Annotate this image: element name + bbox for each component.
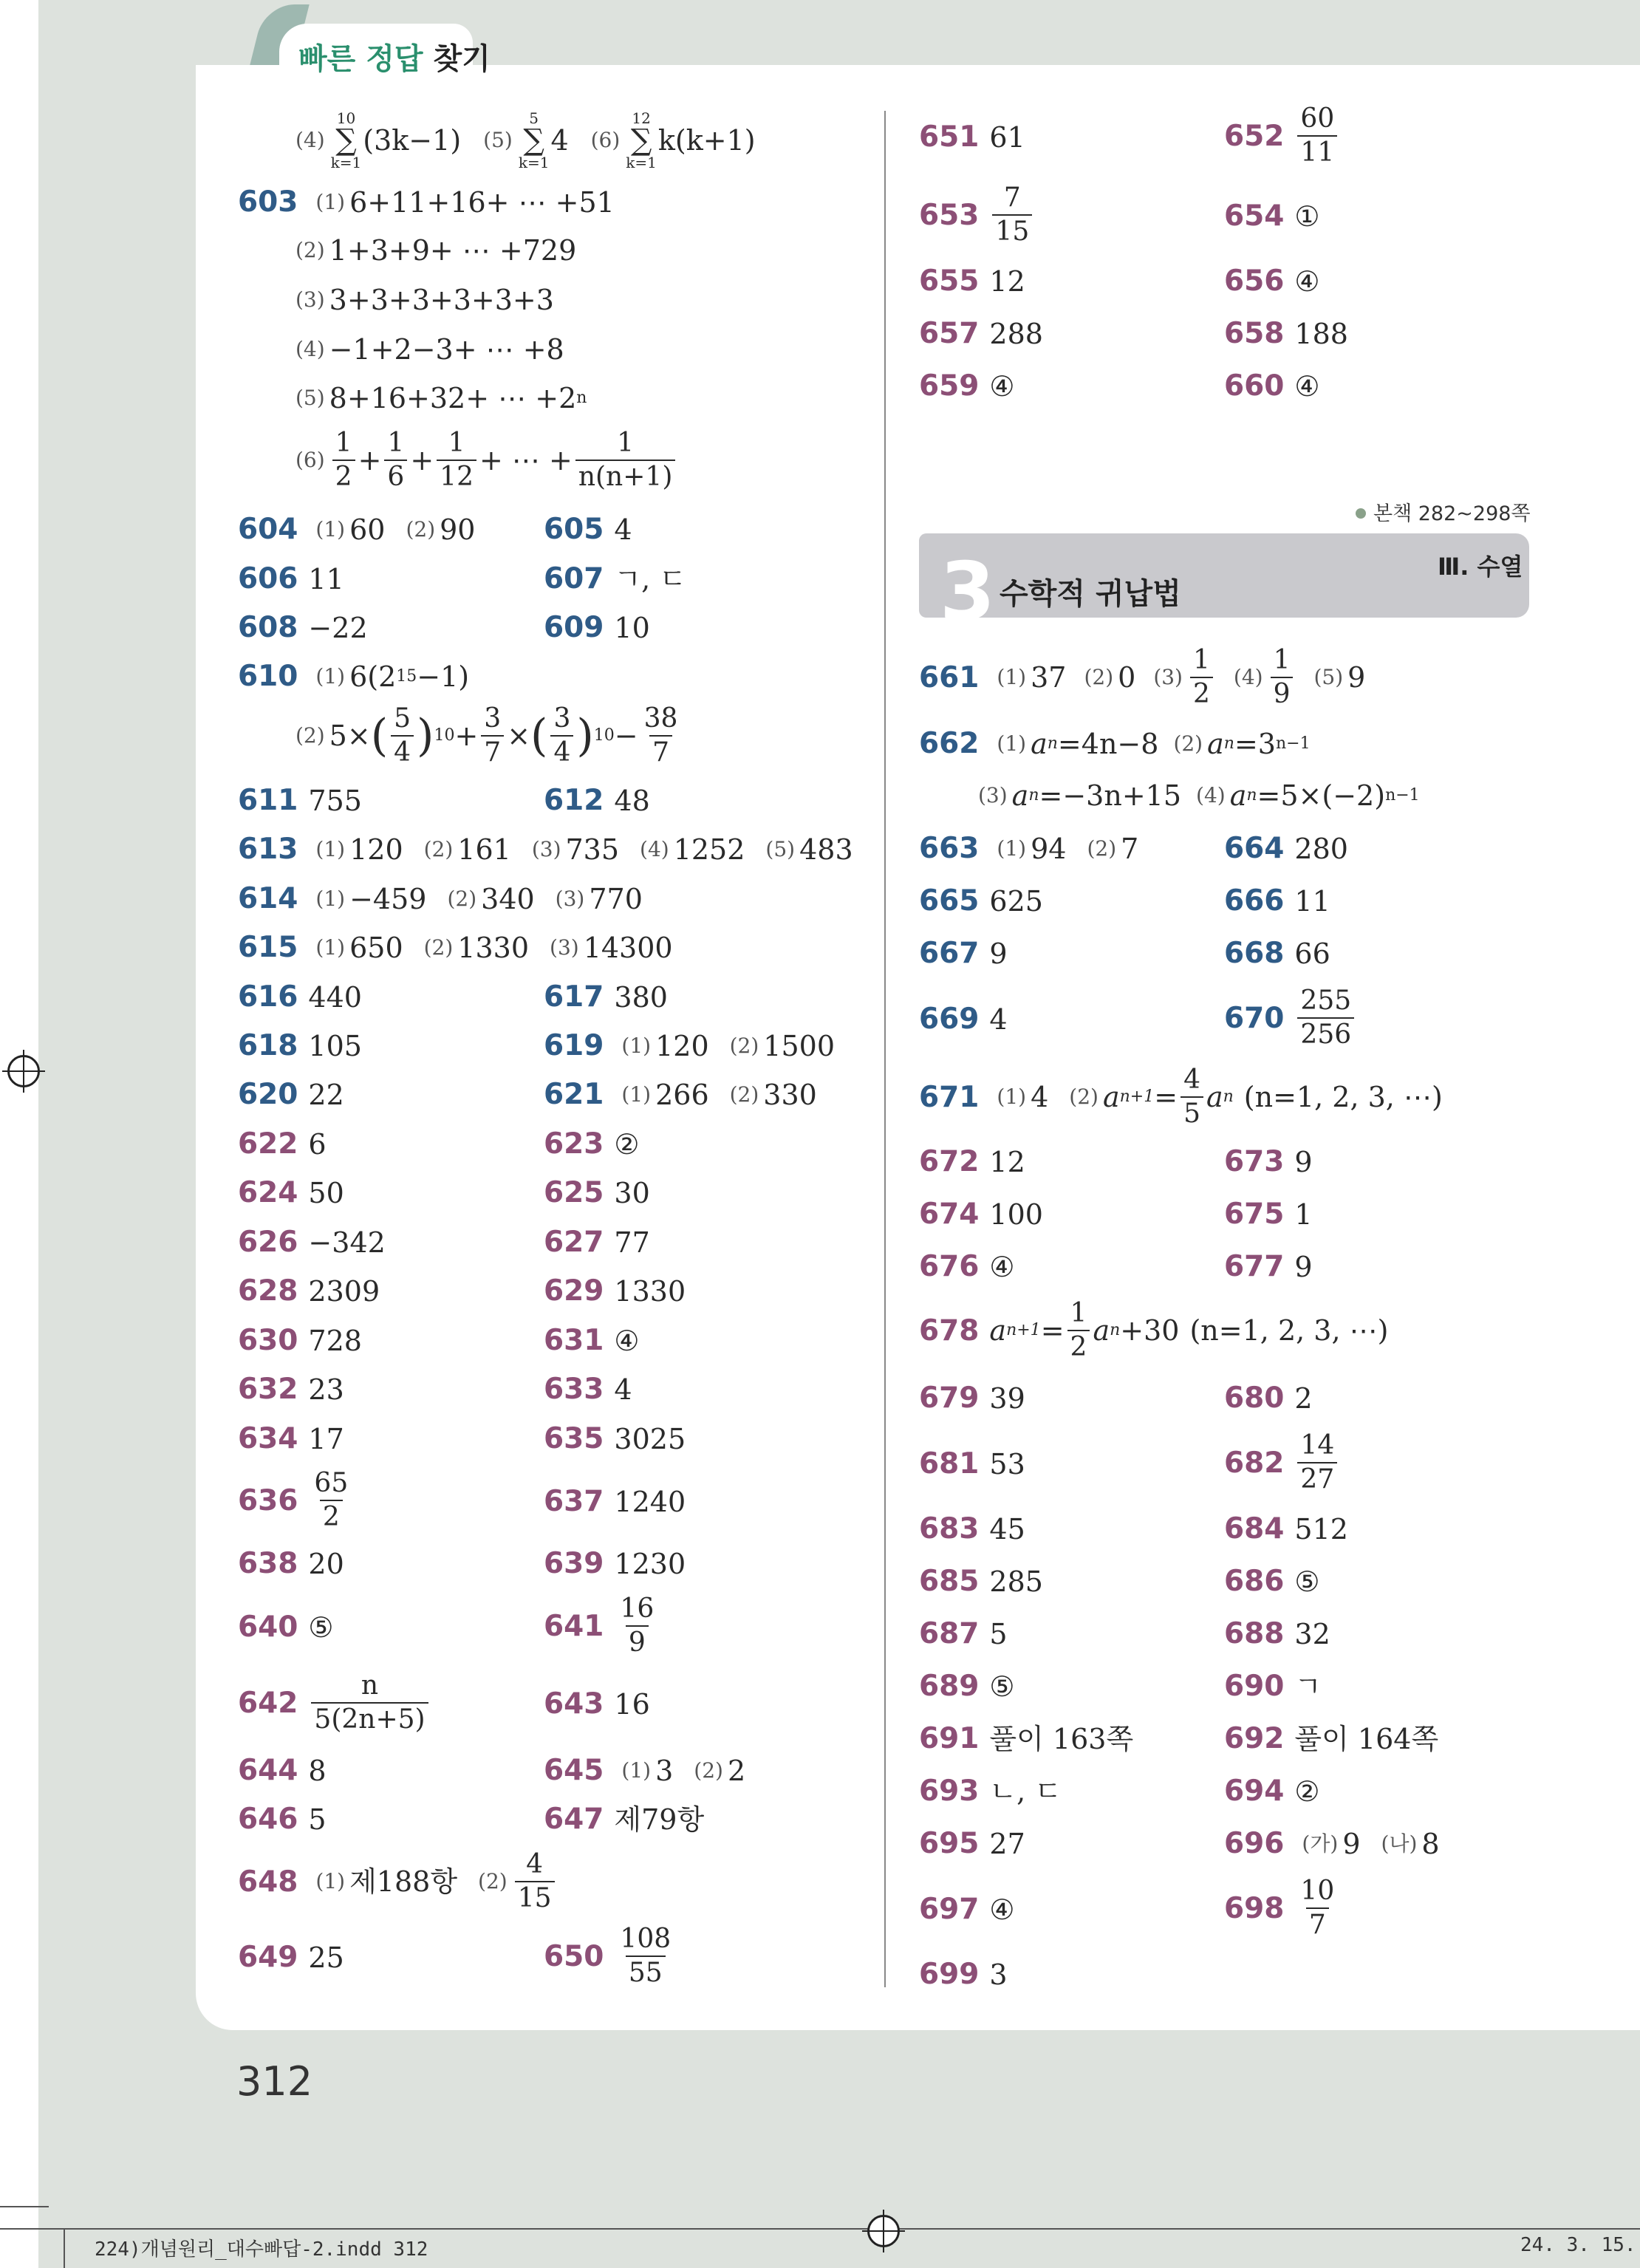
answer-673: 673 9 [1224,1145,1313,1178]
answer-618: 618 105 [238,1029,362,1062]
section-number: 3 [940,546,996,638]
answer-695: 695 27 [919,1827,1025,1860]
answer-636: 636 $\frac{65}{2}$ [238,1468,349,1532]
answer-615: 615 (1) 650 (2) 1330 (3) 14300 [238,931,673,964]
answer-652: 652 $\frac{60}{11}$ [1224,106,1340,166]
crop-mark [0,2206,49,2207]
answer-616: 616 440 [238,980,362,1014]
answer-622: 622 6 [238,1127,327,1161]
answer-688: 688 32 [1224,1617,1330,1650]
answer-649: 649 25 [238,1941,344,1974]
answer-678: 678 a n+1 = $\frac{1}{2}$ a n +30 (n=1, 2, 3, ⋯) [919,1298,1389,1362]
answer-644: 644 8 [238,1754,327,1787]
answer-666: 666 11 [1224,884,1330,918]
answer-602-tail: (4) 10 ∑ k=1 (3k−1) (5) 5 ∑ k=1 4 (6) 12 ∑ k=1 k(k+1) [295,109,756,171]
answer-638: 638 20 [238,1547,344,1580]
answer-603-4: (4) −1+2−3+ ⋯ +8 [295,333,564,366]
section-title: 수학적 귀납법 [1000,577,1181,611]
answer-699: 699 3 [919,1958,1008,1991]
answer-603-5: (5) 8+16+32+ ⋯ +2 n [295,382,587,414]
answer-635: 635 3025 [544,1422,686,1455]
answer-610-2: (2) 5× ( $\frac{5}{4}$ ) 10 + $\frac{3}{7}$ × ( $\frac{3}{4}$ ) 10 − $\frac{38}{7}$ [295,703,678,768]
column-divider [884,111,886,1987]
answer-610: 610 (1) 6(2 15 −1) [238,660,470,693]
answer-603-3: (3) 3+3+3+3+3+3 [295,284,554,316]
answer-629: 629 1330 [544,1274,686,1308]
answer-653: 653 $\frac{7}{15}$ [919,185,1035,245]
answer-697: 697 ④ [919,1893,1015,1926]
answer-621: 621 (1) 266 (2) 330 [544,1078,817,1111]
left-margin-strip [0,0,38,2268]
textbook-page-reference: 본책 282~298쪽 [1356,497,1531,526]
answer-658: 658 188 [1224,317,1348,350]
answer-689: 689 ⑤ [919,1670,1015,1703]
header-title: 빠른 정답 찾기 [298,42,491,76]
answer-645: 645 (1) 3 (2) 2 [544,1754,746,1787]
answer-670: 670 $\frac{255}{256}$ [1224,988,1357,1048]
answer-603: 603 (1) 6+11+16+ ⋯ +51 [238,185,615,219]
answer-646: 646 5 [238,1803,327,1836]
answer-675: 675 1 [1224,1198,1313,1231]
answer-676: 676 ④ [919,1250,1015,1283]
answer-637: 637 1240 [544,1485,686,1518]
page-number: 312 [236,2058,313,2105]
answer-628: 628 2309 [238,1274,380,1308]
answer-691: 691 풀이 163쪽 [919,1722,1134,1755]
answer-680: 680 2 [1224,1381,1313,1415]
answer-685: 685 285 [919,1565,1043,1598]
answer-677: 677 9 [1224,1250,1313,1283]
registration-mark-icon [7,1055,40,1087]
answer-686: 686 ⑤ [1224,1565,1320,1598]
answer-661: 661 (1) 37 (2) 0 (3) $\frac{1}{2}$ (4) $\frac{1}{9}$ (5) 9 [919,645,1366,709]
answer-642: 642 $\frac{n}{5(2n+5)}$ [238,1673,431,1733]
answer-654: 654 ① [1224,199,1320,233]
answer-623: 623 ② [544,1127,640,1161]
answer-634: 634 17 [238,1422,344,1455]
answer-656: 656 ④ [1224,264,1320,298]
answer-662-cont: (3) a n =−3n+15 (4) a n =5×(−2) n−1 [978,779,1420,812]
answer-620: 620 22 [238,1078,344,1111]
answer-611: 611 755 [238,784,362,817]
answer-667: 667 9 [919,937,1008,970]
answer-639: 639 1230 [544,1547,686,1580]
answer-668: 668 66 [1224,937,1330,970]
footer-date: 24. 3. 15. [1520,2234,1636,2256]
answer-640: 640 ⑤ [238,1611,334,1644]
answer-627: 627 77 [544,1226,650,1259]
bullet-icon [1356,508,1366,519]
answer-671: 671 (1) 4 (2) a n+1 = $\frac{4}{5}$ a n (n=1, 2, 3, ⋯) [919,1065,1443,1129]
answer-696: 696 (가) 9 (나) 8 [1224,1827,1440,1860]
answer-632: 632 23 [238,1373,344,1406]
answer-603-2: (2) 1+3+9+ ⋯ +729 [295,234,577,267]
answer-619: 619 (1) 120 (2) 1500 [544,1029,836,1062]
answer-684: 684 512 [1224,1512,1348,1545]
answer-694: 694 ② [1224,1775,1320,1808]
answer-631: 631 ④ [544,1324,640,1357]
answer-643: 643 16 [544,1687,650,1721]
answer-648: 648 (1) 제188항 (2) $\frac{4}{15}$ [238,1851,558,1912]
answer-603-6: (6) $\frac{1}{2}$ + $\frac{1}{6}$ + $\frac{1}{12}$ + ⋯ + $\frac{1}{n(n+1)}$ [295,430,678,491]
answer-674: 674 100 [919,1198,1043,1231]
answer-609: 609 10 [544,611,650,644]
answer-605: 605 4 [544,513,632,546]
answer-614: 614 (1) −459 (2) 340 (3) 770 [238,882,643,915]
answer-633: 633 4 [544,1373,632,1406]
answer-657: 657 288 [919,317,1043,350]
answer-655: 655 12 [919,264,1025,298]
answer-606: 606 11 [238,562,344,595]
answer-660: 660 ④ [1224,369,1320,403]
answer-625: 625 30 [544,1176,650,1209]
answer-662: 662 (1) a n =4n−8 (2) a n =3 n−1 [919,727,1311,760]
answer-607: 607 ㄱ, ㄷ [544,562,686,595]
answer-693: 693 ㄴ, ㄷ [919,1775,1062,1808]
answer-659: 659 ④ [919,369,1015,403]
answer-679: 679 39 [919,1381,1025,1415]
registration-mark-icon [867,2215,900,2247]
answer-692: 692 풀이 164쪽 [1224,1722,1439,1755]
answer-663: 663 (1) 94 (2) 7 [919,832,1139,865]
answer-698: 698 $\frac{10}{7}$ [1224,1876,1335,1940]
answer-651: 651 61 [919,120,1025,154]
answer-630: 630 728 [238,1324,362,1357]
answer-664: 664 280 [1224,832,1348,865]
answer-683: 683 45 [919,1512,1025,1545]
answer-624: 624 50 [238,1176,344,1209]
answer-604: 604 (1) 60 (2) 90 [238,513,476,546]
answer-626: 626 −342 [238,1226,386,1259]
answer-612: 612 48 [544,784,650,817]
answer-608: 608 −22 [238,611,368,644]
answer-650: 650 $\frac{108}{55}$ [544,1924,672,1988]
footer-filename: 224)개념원리_대수빠답-2.indd 312 [95,2238,428,2261]
crop-mark [64,2230,65,2268]
answer-687: 687 5 [919,1617,1008,1650]
answer-647: 647 제79항 [544,1803,705,1836]
footer-rule [0,2228,1640,2230]
answer-669: 669 4 [919,1003,1008,1036]
answer-681: 681 53 [919,1447,1025,1480]
answer-641: 641 $\frac{16}{9}$ [544,1594,655,1658]
answer-617: 617 380 [544,980,668,1014]
chapter-label: Ⅲ. 수열 [1438,553,1523,581]
answer-690: 690 ㄱ [1224,1670,1322,1703]
answer-665: 665 625 [919,884,1043,918]
answer-682: 682 $\frac{14}{27}$ [1224,1432,1340,1493]
answer-672: 672 12 [919,1145,1025,1178]
answer-613: 613 (1) 120 (2) 161 (3) 735 (4) 1252 (5) 483 [238,833,853,866]
